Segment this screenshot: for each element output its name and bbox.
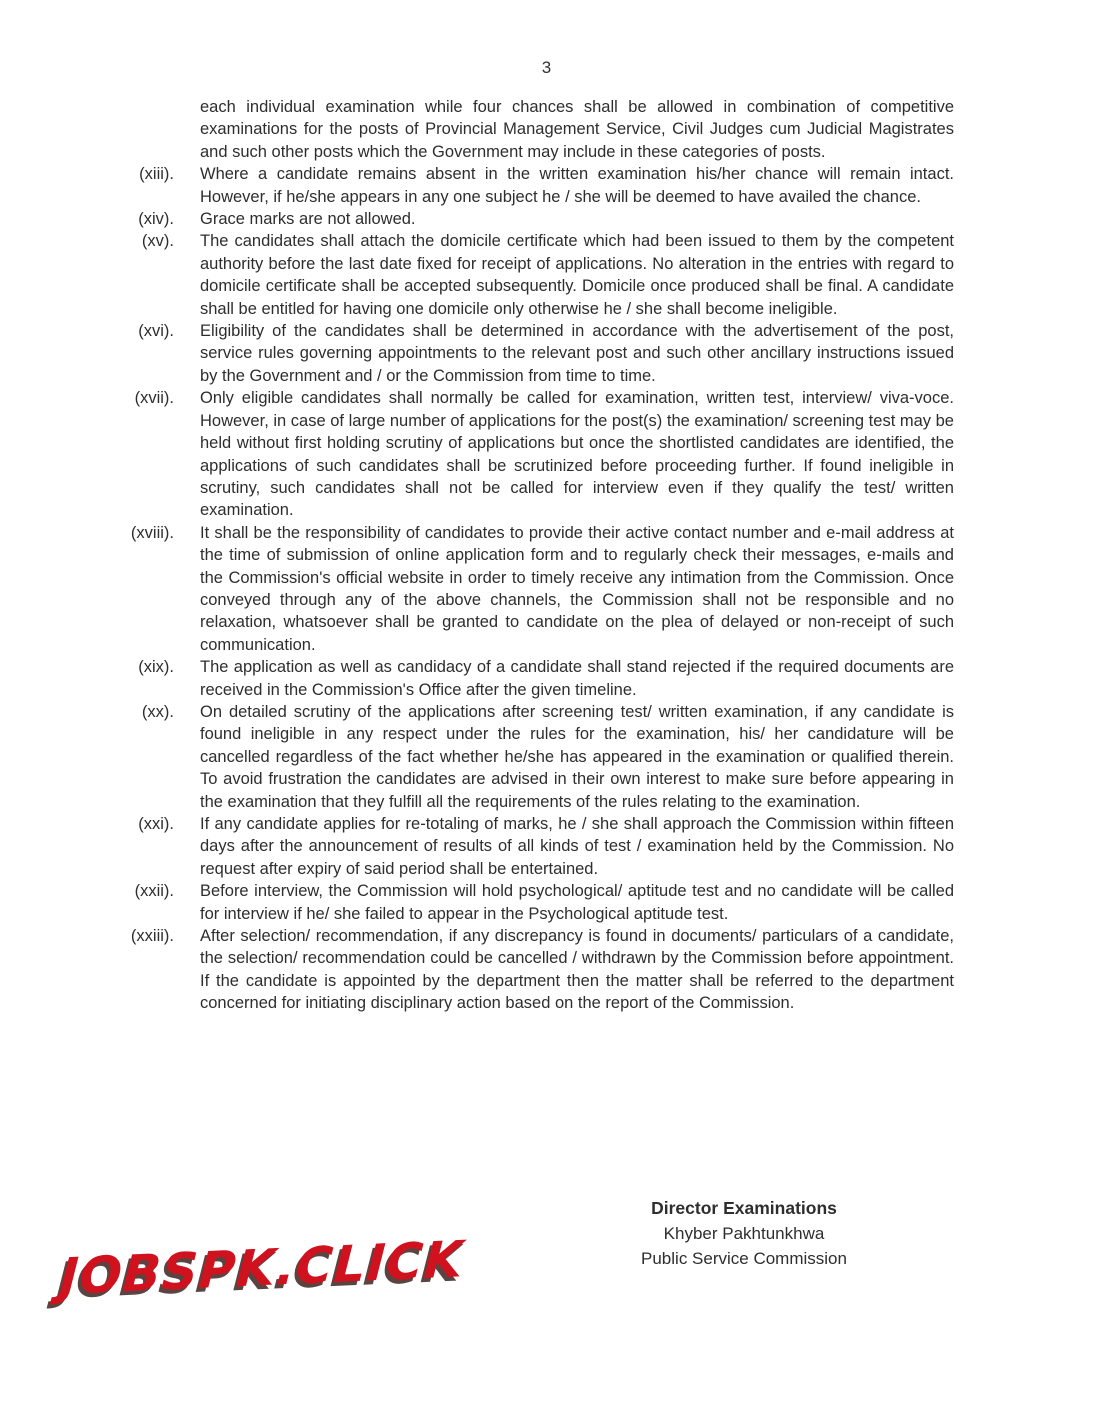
list-item-number: (xiii). bbox=[139, 165, 174, 184]
list-item bbox=[118, 880, 954, 925]
list-item-text: If any candidate applies for re-totaling of marks, he / she shall approach the Commission within fifteen days after the announcement of results of all kinds of test / examination held by the Commission. No request after expiry of said period shall be entertained. bbox=[200, 815, 954, 878]
list-item-text: The candidates shall attach the domicile certificate which had been issued to them by the competent authority before the last date fixed for receipt of applications. No alteration in the entries with regard to domicile certificate shall be accepted subsequently. Domicile once produced shall be final. A candidate shall be entitled for having one domicile only otherwise he / she shall become ineligible. bbox=[200, 232, 954, 318]
list-item-number: (xix). bbox=[138, 658, 174, 677]
list-item-text: Eligibility of the candidates shall be determined in accordance with the advertisement of the post, service rules governing appointments to the relevant post and such other ancillary instructions issued by the Government and / or the Commission from time to time. bbox=[200, 322, 954, 385]
signature-block bbox=[594, 1196, 894, 1271]
signature-title: Director Examinations bbox=[651, 1198, 837, 1218]
list-item bbox=[118, 813, 954, 880]
list-item bbox=[118, 163, 954, 208]
list-item-number: (xvi). bbox=[138, 322, 174, 341]
list-item-number: (xiv). bbox=[138, 210, 174, 229]
list-item bbox=[118, 701, 954, 813]
list-item-text: Before interview, the Commission will hold psychological/ aptitude test and no candidate will be called for interview if he/ she failed to appear in the Psychological aptitude test. bbox=[200, 882, 954, 923]
list-item-text: Only eligible candidates shall normally be called for examination, written test, interview/ viva-voce. However, in case of large number of applications for the post(s) the examination/ screening test may be held without first holding scrutiny of applications but once the shortlisted candidates are identified, the applications of such candidates shall be scrutinized before proceeding further. If found ineligible in scrutiny, such candidates shall not be called for interview even if they qualify the test/ written examination. bbox=[200, 389, 954, 520]
list-item-number: (xv). bbox=[141, 232, 174, 251]
list-item-text: On detailed scrutiny of the applications after screening test/ written examination, if any candidate is found ineligible in any respect under the rules for the examination, his/ her candidature will be cancelled regardless of the fact whether he/she has appeared in the examination or qualified therein. To avoid frustration the candidates are advised in their own interest to make sure before appearing in the examination that they fulfill all the requirements of the rules relating to the examination. bbox=[200, 702, 954, 811]
list-item-number: (xvii). bbox=[134, 389, 174, 408]
list-item bbox=[118, 522, 954, 656]
list-item-text: each individual examination while four chances shall be allowed in combination of competitive examinations for the posts of Provincial Management Service, Civil Judges cum Judicial Magistrates and such other posts which the Government may include in these categories of posts. bbox=[200, 98, 954, 161]
list-item-text: It shall be the responsibility of candidates to provide their active contact number and e-mail address at the time of submission of online application form and to regularly check their messages, e-mails and the Commission's official website in order to timely receive any intimation from the Commission. Once conveyed through any of the above channels, the Commission shall not be responsible and no relaxation, whatsoever shall be granted to candidate on the plea of delayed or non-receipt of such communication. bbox=[200, 523, 954, 654]
list-item bbox=[118, 925, 954, 1015]
list-item-text: Where a candidate remains absent in the written examination his/her chance will remain intact. However, if he/she appears in any one subject he / she will be deemed to have availed the chance. bbox=[200, 165, 954, 206]
signature-region: Khyber Pakhtunkhwa bbox=[663, 1224, 825, 1243]
list-item-number: (xx). bbox=[141, 702, 174, 721]
list-item bbox=[118, 656, 954, 701]
list-item-text: The application as well as candidacy of a candidate shall stand rejected if the required documents are received in the Commission's Office after the given timeline. bbox=[200, 658, 954, 699]
list-item-number: (xxi). bbox=[138, 815, 174, 833]
list-item-text: After selection/ recommendation, if any discrepancy is found in documents/ particulars of a candidate, the selection/ recommendation could be cancelled / withdrawn by the Commission before appointment. If the candidate is appointed by the department then the matter shall be referred to the department concerned for initiating disciplinary action based on the report of the Commission. bbox=[200, 927, 954, 1013]
signature-org: Public Service Commission bbox=[641, 1249, 847, 1268]
list-item bbox=[118, 96, 954, 163]
list-item-number: (xxiii). bbox=[130, 927, 174, 946]
jobspk-watermark-logo: JOBSPK.CLICK bbox=[58, 1230, 466, 1306]
document-body bbox=[118, 96, 954, 1015]
page-number: 3 bbox=[541, 58, 552, 77]
list-item bbox=[118, 208, 954, 230]
list-item-text: Grace marks are not allowed. bbox=[200, 210, 416, 229]
list-item bbox=[118, 230, 954, 320]
list-item-number: (xxii). bbox=[134, 882, 174, 901]
list-item-number: (xviii). bbox=[130, 523, 174, 542]
list-item bbox=[118, 320, 954, 387]
list-item bbox=[118, 387, 954, 521]
